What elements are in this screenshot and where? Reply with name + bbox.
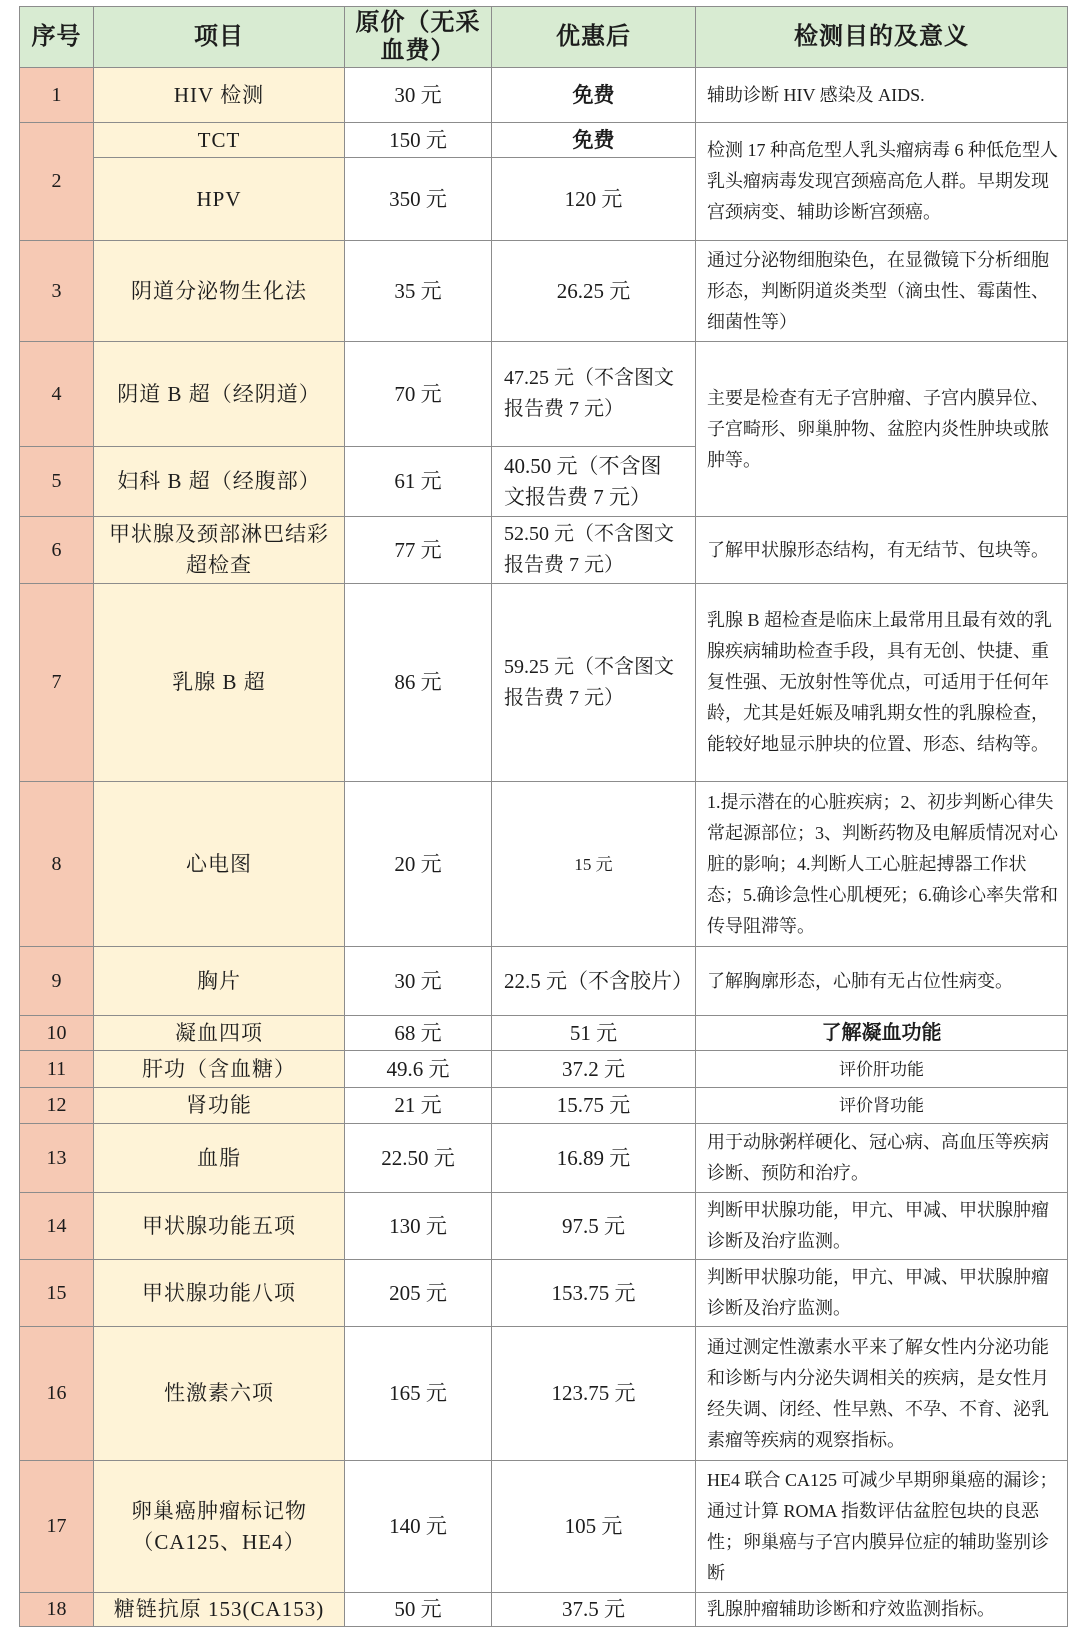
row-number: 3 <box>20 241 94 342</box>
item-name: 妇科 B 超（经腹部） <box>94 447 345 517</box>
item-name: 凝血四项 <box>94 1016 345 1051</box>
row-number: 12 <box>20 1088 94 1124</box>
item-name: 肝功（含血糖） <box>94 1051 345 1088</box>
table-row <box>20 1260 1068 1327</box>
row-number: 1 <box>20 68 94 123</box>
item-name: 甲状腺及颈部淋巴结彩超检查 <box>94 517 345 584</box>
original-price: 68 元 <box>345 1016 492 1051</box>
discount-price: 51 元 <box>492 1016 696 1051</box>
original-price: 205 元 <box>345 1260 492 1327</box>
discount-price: 52.50 元（不含图文报告费 7 元） <box>492 517 696 584</box>
test-purpose: 判断甲状腺功能，甲亢、甲减、甲状腺肿瘤诊断及治疗监测。 <box>696 1260 1068 1327</box>
original-price: 77 元 <box>345 517 492 584</box>
item-name: HPV <box>94 158 345 241</box>
row-number: 7 <box>20 584 94 782</box>
item-name: 甲状腺功能八项 <box>94 1260 345 1327</box>
original-price: 70 元 <box>345 342 492 447</box>
item-name: HIV 检测 <box>94 68 345 123</box>
row-number: 2 <box>20 123 94 241</box>
discount-price: 免费 <box>492 123 696 158</box>
item-name: 糖链抗原 153(CA153) <box>94 1593 345 1627</box>
row-number: 9 <box>20 947 94 1016</box>
test-purpose: 了解甲状腺形态结构，有无结节、包块等。 <box>696 517 1068 584</box>
row-number: 8 <box>20 782 94 947</box>
item-name: 阴道分泌物生化法 <box>94 241 345 342</box>
test-purpose: 判断甲状腺功能，甲亢、甲减、甲状腺肿瘤诊断及治疗监测。 <box>696 1193 1068 1260</box>
table-row <box>20 1088 1068 1124</box>
original-price: 61 元 <box>345 447 492 517</box>
original-price: 86 元 <box>345 584 492 782</box>
original-price: 140 元 <box>345 1461 492 1593</box>
table-row <box>20 782 1068 947</box>
price-table-container <box>19 6 1068 1627</box>
discount-price: 123.75 元 <box>492 1327 696 1461</box>
row-number: 4 <box>20 342 94 447</box>
header-item: 项目 <box>94 7 345 68</box>
original-price: 50 元 <box>345 1593 492 1627</box>
row-number: 11 <box>20 1051 94 1088</box>
original-price: 30 元 <box>345 68 492 123</box>
test-purpose: 通过分泌物细胞染色，在显微镜下分析细胞形态，判断阴道炎类型（滴虫性、霉菌性、细菌性等） <box>696 241 1068 342</box>
original-price: 350 元 <box>345 158 492 241</box>
test-purpose: HE4 联合 CA125 可减少早期卵巢癌的漏诊；通过计算 ROMA 指数评估盆腔包块的良恶性；卵巢癌与子宫内膜异位症的辅助鉴别诊断 <box>696 1461 1068 1593</box>
discount-price: 16.89 元 <box>492 1124 696 1193</box>
original-price: 30 元 <box>345 947 492 1016</box>
item-name: 乳腺 B 超 <box>94 584 345 782</box>
item-name: TCT <box>94 123 345 158</box>
item-name: 性激素六项 <box>94 1327 345 1461</box>
original-price: 150 元 <box>345 123 492 158</box>
table-row <box>20 1051 1068 1088</box>
row-number: 14 <box>20 1193 94 1260</box>
original-price: 20 元 <box>345 782 492 947</box>
original-price: 130 元 <box>345 1193 492 1260</box>
test-purpose: 了解胸廓形态，心肺有无占位性病变。 <box>696 947 1068 1016</box>
discount-price: 37.2 元 <box>492 1051 696 1088</box>
table-row <box>20 1327 1068 1461</box>
original-price: 21 元 <box>345 1088 492 1124</box>
header-number: 序号 <box>20 7 94 68</box>
table-row <box>20 1124 1068 1193</box>
table-row <box>20 947 1068 1016</box>
table-row <box>20 584 1068 782</box>
test-purpose: 通过测定性激素水平来了解女性内分泌功能和诊断与内分泌失调相关的疾病，是女性月经失调、闭经、性早熟、不孕、不育、泌乳素瘤等疾病的观察指标。 <box>696 1327 1068 1461</box>
test-purpose: 用于动脉粥样硬化、冠心病、高血压等疾病诊断、预防和治疗。 <box>696 1124 1068 1193</box>
test-purpose: 乳腺肿瘤辅助诊断和疗效监测指标。 <box>696 1593 1068 1627</box>
price-table <box>19 6 1068 1627</box>
test-purpose: 1.提示潜在的心脏疾病；2、初步判断心律失常起源部位；3、判断药物及电解质情况对心脏的影响；4.判断人工心脏起搏器工作状态；5.确诊急性心肌梗死；6.确诊心率失常和传导阻滞等。 <box>696 782 1068 947</box>
header-row <box>20 7 1068 68</box>
discount-price: 47.25 元（不含图文报告费 7 元） <box>492 342 696 447</box>
table-row <box>20 517 1068 584</box>
item-name: 甲状腺功能五项 <box>94 1193 345 1260</box>
row-number: 17 <box>20 1461 94 1593</box>
item-name: 心电图 <box>94 782 345 947</box>
test-purpose: 辅助诊断 HIV 感染及 AIDS. <box>696 68 1068 123</box>
discount-price: 22.5 元（不含胶片） <box>492 947 696 1016</box>
table-row <box>20 1016 1068 1051</box>
table-row <box>20 1461 1068 1593</box>
row-number: 18 <box>20 1593 94 1627</box>
table-row <box>20 1593 1068 1627</box>
test-purpose: 评价肾功能 <box>696 1088 1068 1124</box>
table-row <box>20 1193 1068 1260</box>
header-original-price: 原价（无采血费） <box>345 7 492 68</box>
discount-price: 59.25 元（不含图文报告费 7 元） <box>492 584 696 782</box>
table-row <box>20 68 1068 123</box>
test-purpose: 乳腺 B 超检查是临床上最常用且最有效的乳腺疾病辅助检查手段，具有无创、快捷、重复性强、无放射性等优点，可适用于任何年龄，尤其是妊娠及哺乳期女性的乳腺检查，能较好地显示肿块的位置、形态、结构等。 <box>696 584 1068 782</box>
table-row <box>20 241 1068 342</box>
row-number: 10 <box>20 1016 94 1051</box>
row-number: 13 <box>20 1124 94 1193</box>
original-price: 22.50 元 <box>345 1124 492 1193</box>
row-number: 6 <box>20 517 94 584</box>
discount-price: 15.75 元 <box>492 1088 696 1124</box>
discount-price: 40.50 元（不含图文报告费 7 元） <box>492 447 696 517</box>
original-price: 49.6 元 <box>345 1051 492 1088</box>
test-purpose: 主要是检查有无子宫肿瘤、子宫内膜异位、子宫畸形、卵巢肿物、盆腔内炎性肿块或脓肿等。 <box>696 342 1068 517</box>
table-row <box>20 123 1068 158</box>
item-name: 血脂 <box>94 1124 345 1193</box>
table-row <box>20 342 1068 447</box>
row-number: 16 <box>20 1327 94 1461</box>
row-number: 5 <box>20 447 94 517</box>
discount-price: 免费 <box>492 68 696 123</box>
original-price: 35 元 <box>345 241 492 342</box>
header-purpose: 检测目的及意义 <box>696 7 1068 68</box>
discount-price: 15 元 <box>492 782 696 947</box>
test-purpose: 检测 17 种高危型人乳头瘤病毒 6 种低危型人乳头瘤病毒发现宫颈癌高危人群。早期发现宫颈病变、辅助诊断宫颈癌。 <box>696 123 1068 241</box>
discount-price: 97.5 元 <box>492 1193 696 1260</box>
item-name: 阴道 B 超（经阴道） <box>94 342 345 447</box>
row-number: 15 <box>20 1260 94 1327</box>
discount-price: 37.5 元 <box>492 1593 696 1627</box>
header-discount-price: 优惠后 <box>492 7 696 68</box>
discount-price: 26.25 元 <box>492 241 696 342</box>
test-purpose: 了解凝血功能 <box>696 1016 1068 1051</box>
discount-price: 120 元 <box>492 158 696 241</box>
discount-price: 153.75 元 <box>492 1260 696 1327</box>
original-price: 165 元 <box>345 1327 492 1461</box>
item-name: 胸片 <box>94 947 345 1016</box>
discount-price: 105 元 <box>492 1461 696 1593</box>
test-purpose: 评价肝功能 <box>696 1051 1068 1088</box>
item-name: 肾功能 <box>94 1088 345 1124</box>
item-name: 卵巢癌肿瘤标记物（CA125、HE4） <box>94 1461 345 1593</box>
